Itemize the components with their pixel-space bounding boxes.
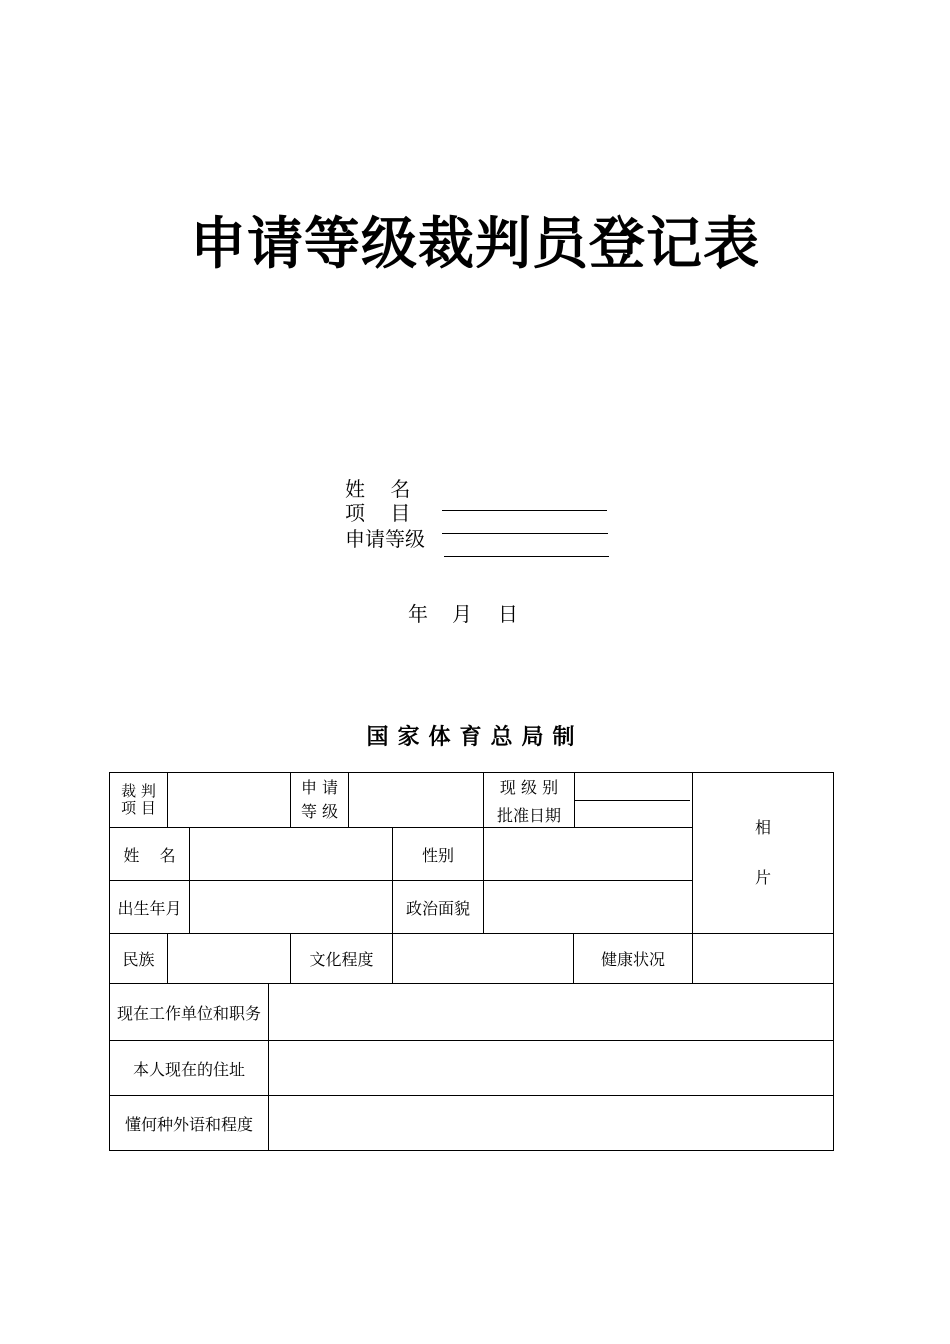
cover-level-label: 申请等级 bbox=[345, 527, 425, 551]
health-label: 健康状况 bbox=[600, 950, 665, 969]
issuer: 国家体育总局制 bbox=[366, 724, 584, 750]
photo-label-1: 相 bbox=[754, 818, 771, 837]
birth-label: 出生年月 bbox=[117, 898, 182, 918]
languages-value[interactable] bbox=[269, 1096, 833, 1150]
cover-name-label: 姓 名 bbox=[345, 477, 411, 501]
referee-project-label: 裁 判 项 目 bbox=[121, 782, 156, 817]
photo-label-2: 片 bbox=[754, 868, 771, 887]
ethnicity-label: 民族 bbox=[122, 950, 155, 969]
cover-level-line[interactable] bbox=[442, 533, 608, 534]
cover-extra-line[interactable] bbox=[444, 556, 609, 557]
photo-box[interactable] bbox=[693, 773, 833, 933]
document-title: 申请等级裁判员登记表 bbox=[190, 212, 760, 277]
address-value[interactable] bbox=[269, 1041, 833, 1095]
date-month: 月 bbox=[452, 602, 472, 626]
approval-date-label: 批准日期 bbox=[496, 805, 561, 825]
education-label: 文化程度 bbox=[309, 950, 374, 969]
address-label: 本人现在的住址 bbox=[132, 1059, 245, 1079]
date-day: 日 bbox=[498, 602, 518, 626]
referee-project-value[interactable] bbox=[168, 773, 290, 827]
gender-label: 性别 bbox=[421, 845, 454, 865]
birth-value[interactable] bbox=[190, 881, 392, 933]
apply-level-value[interactable] bbox=[349, 773, 483, 827]
name-label: 姓 名 bbox=[123, 845, 176, 865]
current-level-value[interactable] bbox=[575, 773, 692, 800]
gender-value[interactable] bbox=[484, 828, 692, 880]
work-unit-label: 现在工作单位和职务 bbox=[116, 1003, 261, 1023]
approval-date-value[interactable] bbox=[575, 801, 692, 827]
cover-project-label: 项 目 bbox=[345, 501, 411, 525]
education-value[interactable] bbox=[393, 934, 573, 983]
date-year: 年 bbox=[408, 602, 428, 626]
cover-project-line[interactable] bbox=[442, 510, 607, 511]
political-value[interactable] bbox=[484, 881, 692, 933]
languages-label: 懂何种外语和程度 bbox=[124, 1114, 253, 1134]
work-unit-value[interactable] bbox=[269, 984, 833, 1040]
ethnicity-value[interactable] bbox=[168, 934, 290, 983]
health-value[interactable] bbox=[693, 934, 833, 983]
current-level-label: 现 级 别 bbox=[499, 778, 559, 797]
apply-level-label: 申 请 等 级 bbox=[300, 778, 339, 821]
name-value[interactable] bbox=[190, 828, 392, 880]
political-label: 政治面貌 bbox=[405, 898, 470, 918]
